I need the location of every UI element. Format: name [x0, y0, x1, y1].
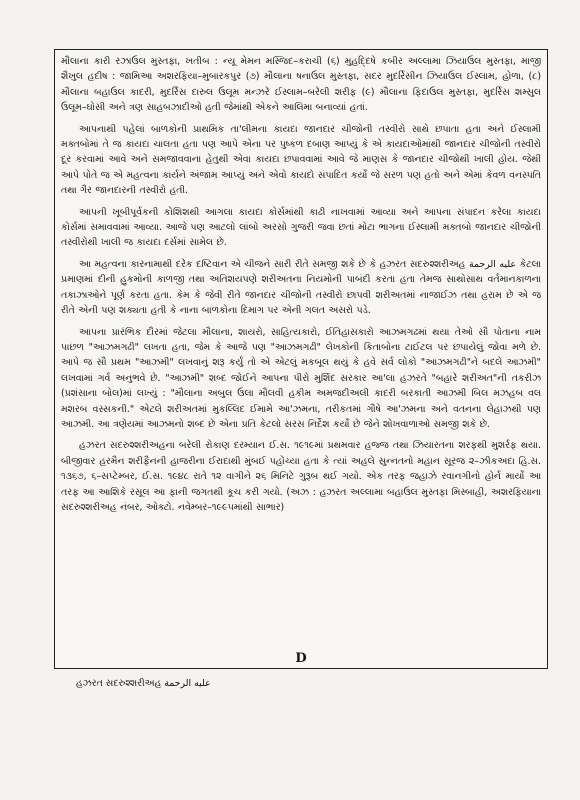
paragraph-6: હઝરત સદરુશ્શરીઅહના બરેલી રોકાણ દરમ્યાન ઈ.સ. ૧૯૧૯માં પ્રથમવાર હજ્જ તથા ઝિયારતના શરફથી મુશર્રફ થયા. બીજીવાર હરમૈન શરીફૈનની હાજરીના ઈરાદાથી મુંબઈ પહોંચ્યા હતા કે ત્યાં અહલે સુન્નતનો મહાન સૂરજ ૨–ઝીકઅદા હિ.સ. ૧૩૬૭, ૬–સપ્ટેમ્બર, ઈ.સ. ૧૯૪૮ રાતે ૧૨ વાગીને ૨૬ મિનિટે ગુરૂબ થઈ ગયો. એક તરફ જહાઝે રવાનગીનો હોર્ન માર્યો આ તરફ આ આશિકે રસૂલ આ ફાની જગતથી કૂચ કરી ગયો. (અઝ : હઝરત અલ્લામા બહાઉલ મુસ્તફા મિસ્બાહી, અશરફિયાના સદરુશ્શરીઅહ નંબર, ઓક્ટો. નવેમ્બર–૧૯૯૫માંથી સાભાર) — [61, 440, 541, 513]
text-page-frame — [54, 49, 548, 669]
paragraph-2: આપનાથી પહેલાં બાળકોની પ્રાથમિક તા'લીમના કાયદા જાનદાર ચીજોની તસ્વીરો સાથે છપાતા હતા અને ઈસ્લામી મક્તબોમાં તે જ કાયદા ચાલતા હતા પણ આપે એના પર પુષ્કળ દબાણ આપ્યું કે એ કાયદાઓમાંથી જાનદાર ચીજોની તસ્વીરો દૂર કરવામાં આવે અને સમજાવવાના હેતુથી એવા કાયદા છપાવવામાં આવે જે માણસ કે જાનદાર ચીજોથી ખાલી હોય. જેથી આપે પોતે જ એ મહત્વના કાર્યને અંજામ આપ્યું અને એવો કાયદો સંપાદિત કર્યો જે સરળ પણ હતો અને એમાં કેવળ વનસ્પતિ તથા ગૈર જાનદારની તસ્વીરો હતી. — [61, 123, 541, 197]
continuation-text: હઝરત સદરુશ્શરીઅહ عليه الرحمة — [76, 678, 211, 689]
page-letter: D — [295, 651, 307, 666]
paragraph-1: મૌલાના કારી રઝાઉલ મુસ્તફા, ખતીબ : ન્યૂ મેમન મસ્જિદ–કરાચી (૬) મુહદ્દિષે કબીર અલ્લામા ઝિયાઉલ મુસ્તફા, માજી શૈખુલ હદીષ : જામિઆ અશરફિયા–મુબારકપુર (૭) મૌલાના ષનાઉલ મુસ્તફા, સદર મુદર્રિસીન ઝિયાઉલ ઈસ્લામ, હોળા, (૮) મૌલાના બહાઉલ કાદરી, મુદર્રિસ દારુલ ઉલૂમ મન્ઝરે ઈસ્લામ–બરેલી શરીફ (૯) મૌલાના ફિદાઉલ મુસ્તફા, મુદર્રિસ શમ્સુલ ઉલૂમ–ઘોસી અને ત્રણ સાહબઝાદીઓ હતી જેમાંથી એકને આલિમા બનાવ્યાં હતાં. — [61, 56, 541, 114]
paragraph-5: આપના પ્રારંભિક દૌરમાં જેટલા મૌલાના, શાયરો, સાહિત્યકારો, ઈતિહાસકારો આઝમગઢમાં થયા તેઓ સૌ પોતાના નામ પાછળ "આઝમગઢી" લખતા હતા, જેમ કે આજે પણ "આઝમગઢી" લેખકોની કિતાબોના ટાઈટલ પર છપાયેલું જોવા મળે છે. આપે જ સૌ પ્રથમ "આઝમી" લખવાનું શરૂ કર્યું તો એ એટલું મકબૂલ થયું કે હવે સર્વ લોકો "આઝમગઢી"ને બદલે આઝમી" લખવામાં ગર્વ અનુભવે છે. "આઝમી" શબ્દ જોઈને આપના પીરો મુર્શિદ સરકાર આ'લા હઝરતે "બહારે શરીઅત"ની તકરીઝ (પ્રશંસાના બોલ)માં લખ્યું : "મૌલાના અબુલ ઉલા મૌલવી હકીમ અમજદીઅલી કાદરી બરકાતી આઝમી બિલ મઝહબ વલ મશરબ વસ્સકની." એટલે શરીઅતમાં મુકલ્લિદ ઈમામે આ'ઝમના, તરીકતમાં ગૌષે આ'ઝમના અને વતનના લેહાઝથી પણ આઝમી. આ ત્રણેયમાં આઝમનો શબ્દ છે એના પ્રતિ કેટલો સરસ નિર્દેશ કર્યો છે જેને શોખવાળાઓ સમજી શકે છે. — [61, 326, 541, 430]
paragraph-4: આ મહત્વના કારનામાથી દરેક દષ્ટિવાન એ ચીજને સારી રીતે સમજી શકે છે કે હઝરત સદરુશ્શરીઅહ عليه الرحمة કેટલા પ્રમાણમાં દીની હુકમોની કાળજી તથા અતિશયપણે શરીઅતના નિયમોની પાબંદી કરતા હતા તેમજ સાથોસાથ વર્તમાનકાળના તકાઝાઓને પૂર્ણ કરતા હતા. કેમ કે જેવી રીતે જાનદાર ચીજોની તસ્વીરો છાપવી શરીઅતમાં નાજાઈઝ તથા હરામ છે એ જ રીતે એની પણ શક્યતા હતી કે નાના બાળકોના દિમાગ પર એની ગલત અસરો પડે. — [61, 258, 541, 317]
paragraph-3: આપની ખૂબીપૂર્વકની કોશિશથી આગલા કાયદા કોર્સમાંથી કાઢી નાખવામાં આવ્યા અને આપના સંપાદન કરેલા કાયદા કોર્સમાં સમાવવામાં આવ્યા. આજે પણ આટલો લાંબો અરસો ગુજરી જવા છતાં મોટા ભાગના ઈસ્લામી મક્તબો જાનદાર ચીજોની તસ્વીરોથી ખાલી જ કાયદા દર્સમાં સામેલ છે. — [61, 206, 541, 249]
